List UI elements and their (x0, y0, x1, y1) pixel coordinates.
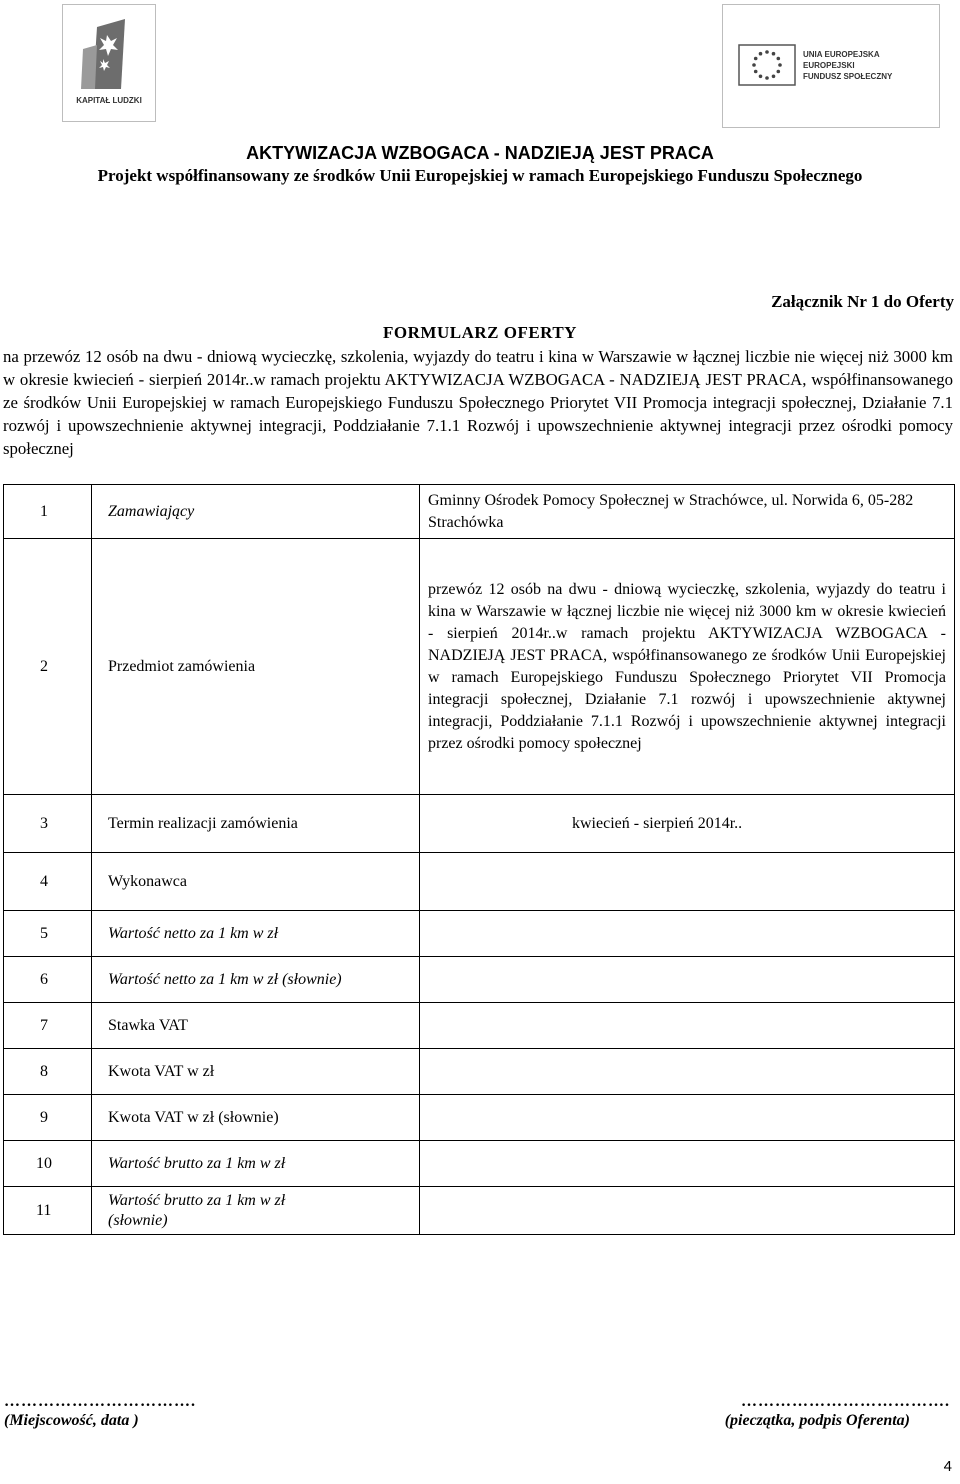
row-number: 2 (4, 539, 92, 795)
eu-star-icon (778, 63, 782, 67)
eu-star-icon (777, 70, 781, 74)
eu-logo-line3: FUNDUSZ SPOŁECZNY (803, 72, 893, 81)
row-number: 8 (4, 1049, 92, 1095)
table-row (4, 1003, 955, 1049)
row-label: Przedmiot zamówienia (92, 539, 420, 795)
table-row (4, 539, 955, 795)
row-label: Stawka VAT (92, 1003, 420, 1049)
table-row (4, 853, 955, 911)
eu-star-icon (752, 63, 756, 67)
signature-left-label: (Miejscowość, data ) (4, 1412, 139, 1429)
row-label: Termin realizacji zamówienia (92, 795, 420, 853)
table-row (4, 1187, 955, 1235)
page-number: 4 (943, 1458, 952, 1475)
row-number: 11 (4, 1187, 92, 1235)
eu-logo-line1: UNIA EUROPEJSKA (803, 50, 880, 59)
eu-star-icon (754, 70, 758, 74)
row-value[interactable] (420, 1095, 955, 1141)
eu-star-icon (759, 75, 763, 79)
table-row (4, 957, 955, 1003)
row-value[interactable]: kwiecień - sierpień 2014r.. (420, 795, 955, 853)
eu-logo-text (803, 49, 892, 82)
row-number: 5 (4, 911, 92, 957)
eu-star-icon (754, 57, 758, 61)
project-subtitle: Projekt współfinansowany ze środków Unii Europejskiej w ramach Europejskiego Funduszu Społecznego (97, 166, 863, 185)
table-row (4, 1141, 955, 1187)
row-value[interactable] (420, 1141, 955, 1187)
row-label: Wartość netto za 1 km w zł (słownie) (92, 957, 420, 1003)
row-number: 7 (4, 1003, 92, 1049)
table-row (4, 911, 955, 957)
row-number: 9 (4, 1095, 92, 1141)
project-title: AKTYWIZACJA WZBOGACA - NADZIEJĄ JEST PRACA (246, 143, 714, 163)
eu-star-icon (765, 76, 769, 80)
eu-logo-line2: EUROPEJSKI (803, 61, 855, 70)
intro-paragraph: na przewóz 12 osób na dwu - dniową wycieczkę, szkolenia, wyjazdy do teatru i kina w Warszawie w łącznej liczbie nie więcej niż 3000 km w okresie kwiecień - sierpień 2014r..w ramach projektu AKTYWIZACJA WZBOGACA - NADZIEJĄ JEST PRACA, współfinansowanego ze środków Unii Europejskiej w ramach Europejskiego Funduszu Społecznego Priorytet VII Promocja integracji społecznej, Działanie 7.1 rozwój i upowszechnienie aktywnej integracji, Poddziałanie 7.1.1 Rozwój i upowszechnienie aktywnej integracji przez ośrodki pomocy społecznej (3, 347, 953, 458)
table-row (4, 795, 955, 853)
kapital-ludzki-text: KAPITAŁ LUDZKI (76, 96, 142, 105)
row-value[interactable] (420, 911, 955, 957)
eu-star-icon (759, 52, 763, 56)
row-value[interactable] (420, 1187, 955, 1235)
row-value[interactable] (420, 957, 955, 1003)
row-value: przewóz 12 osób na dwu - dniową wycieczkę, szkolenia, wyjazdy do teatru i kina w Warszawie w łącznej liczbie nie więcej niż 3000 km w okresie kwiecień - sierpień 2014r..w ramach projektu AKTYWIZACJA WZBOGACA - NADZIEJĄ JEST PRACA, współfinansowanego ze środków Unii Europejskiej w ramach Europejskiego Funduszu Społecznego Priorytet VII Promocja integracji społecznej, Działanie 7.1 rozwój i upowszechnienie aktywnej integracji, Poddziałanie 7.1.1 Rozwój i upowszechnienie aktywnej integracji przez ośrodki pomocy społecznej (420, 539, 955, 795)
eu-logo (722, 4, 940, 128)
form-title: FORMULARZ OFERTY (383, 323, 577, 342)
table-row (4, 1049, 955, 1095)
row-number: 10 (4, 1141, 92, 1187)
row-label: Kwota VAT w zł (92, 1049, 420, 1095)
row-label: Wartość netto za 1 km w zł (92, 911, 420, 957)
row-value[interactable] (420, 1049, 955, 1095)
row-label: Zamawiający (92, 485, 420, 539)
offer-form-table (3, 484, 955, 1235)
row-label: Wartość brutto za 1 km w zł (słownie) (92, 1187, 420, 1235)
row-label: Kwota VAT w zł (słownie) (92, 1095, 420, 1141)
row-number: 1 (4, 485, 92, 539)
annex-label: Załącznik Nr 1 do Oferty (771, 292, 954, 311)
table-row (4, 1095, 955, 1141)
kapital-ludzki-emblem-icon (63, 5, 155, 95)
eu-star-icon (777, 57, 781, 61)
row-number: 4 (4, 853, 92, 911)
row-number: 3 (4, 795, 92, 853)
kapital-ludzki-logo (62, 4, 156, 122)
signature-right-dots: ………………………………. (741, 1393, 950, 1410)
row-value[interactable] (420, 1003, 955, 1049)
row-value[interactable] (420, 853, 955, 911)
row-value: Gminny Ośrodek Pomocy Społecznej w Strachówce, ul. Norwida 6, 05-282 Strachówka (420, 485, 955, 539)
eu-star-icon (765, 50, 769, 54)
signature-left-dots: ……………………………. (4, 1393, 196, 1410)
row-label: Wykonawca (92, 853, 420, 911)
table-row (4, 485, 955, 539)
eu-star-icon (772, 52, 776, 56)
eu-star-icon (772, 75, 776, 79)
row-label: Wartość brutto za 1 km w zł (92, 1141, 420, 1187)
signature-right-label: (pieczątka, podpis Oferenta) (724, 1412, 910, 1429)
row-number: 6 (4, 957, 92, 1003)
